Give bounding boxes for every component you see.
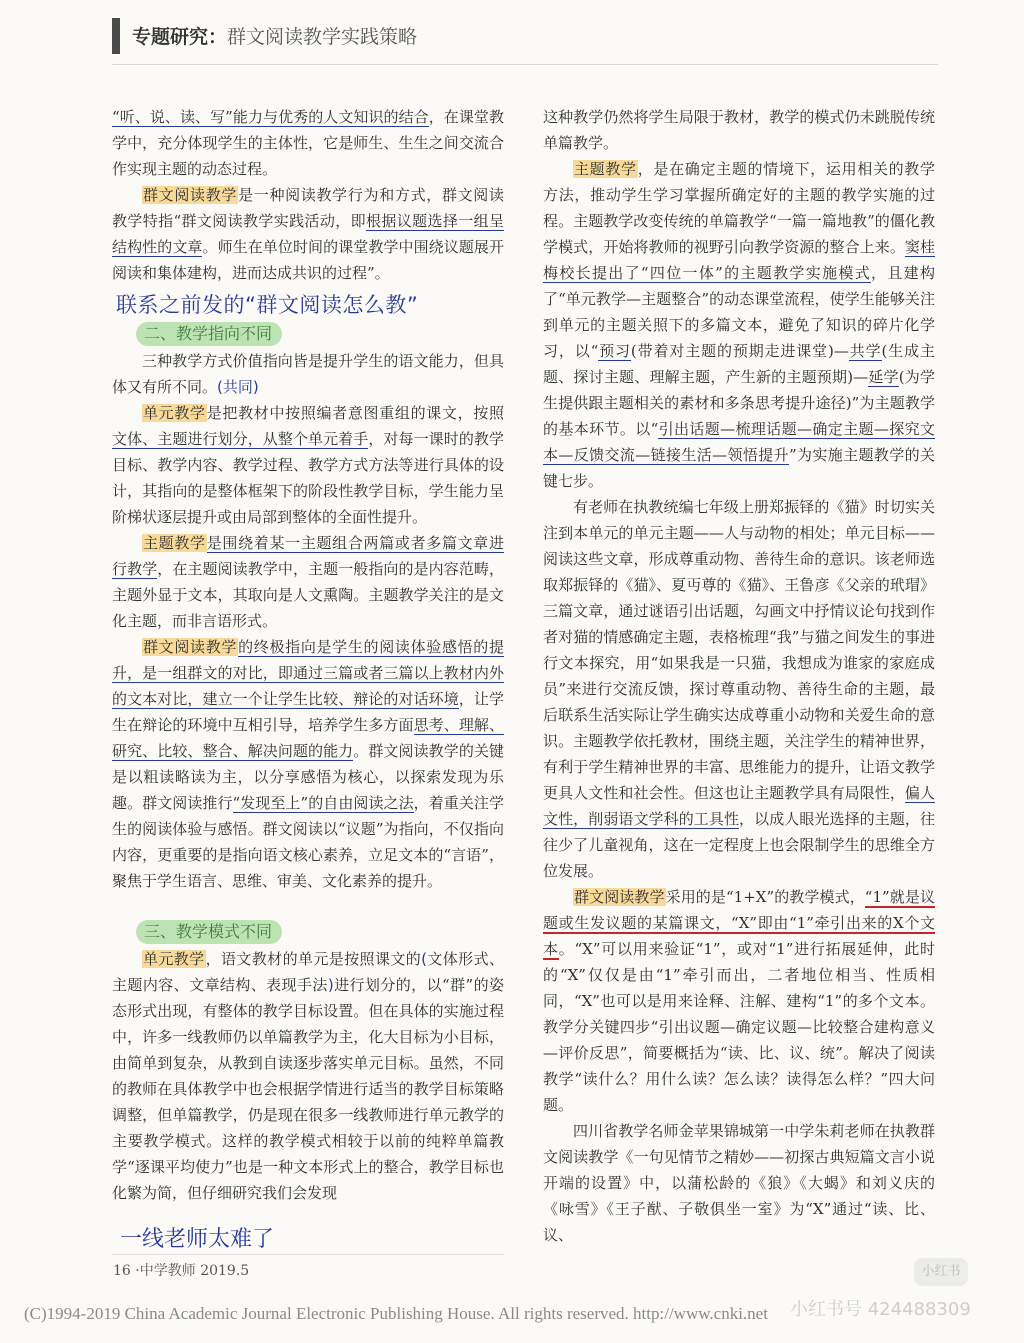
underlined-text: 共学 [848, 342, 882, 360]
page-header [132, 22, 417, 49]
text: (生成主题、探讨主题、理解主题，产生新的主题预期)— [543, 342, 935, 386]
highlighted-term: 主题教学 [574, 160, 637, 178]
handwritten-mark: ( [421, 950, 427, 968]
text: ”为实施主题教学的关键七步。 [543, 446, 935, 490]
text: 进行划分的，以“群”的姿态形式出现，有整体的教学目标设置。但在具体的实施过程中，许多一线教师仍以单篇教学为主，化大目标为小目标，由简单到复杂，从教到自读逐步落实单元目标。虽然，不同的教师在具体教学中也会根据学情进行适当的教学目标策略调整，但单篇教学，仍是现在很多一线教师进行单元教学的主要教学模式。这样的教学模式相较于以前的纯粹单篇教学“逐课平均使力”也是一种文本形式上的整合，教学目标也化繁为简，但仔细研究我们会发现 [112, 976, 504, 1202]
watermark-logo: 小红书 [914, 1258, 968, 1286]
paragraph: 四川省教学名师金苹果锦城第一中学朱莉老师在执教群文阅读教学《一句见情节之精妙——初探古典短篇文言小说开端的设置》中，以蒲松龄的《狼》《大蝎》和刘义庆的《咏雪》《王子猷、子敬俱坐一室》为“X”通过“读、比、议、 [543, 1122, 935, 1244]
header-colon: ： [208, 26, 228, 48]
underlined-text: 延学 [868, 368, 899, 386]
paragraph [112, 182, 504, 286]
text: 有老师在执教统编七年级上册郑振铎的《猫》时切实关注到本单元的单元主题——人与动物的相处；单元目标——阅读这些文章，形成尊重动物、善待生命的意识。该老师选取郑振铎的《猫》、夏丏尊的《猫》、王鲁彦《父亲的玳瑁》三篇文章，通过谜语引出话题，勾画文中抒情议论句找到作者对猫的情感确定主题，表格梳理“我”与猫之间发生的事进行文本探究，用“如果我是一只猫，我想成为谁家的家庭成员”来进行交流反馈，探讨尊重动物、善待生命的主题，最后联系生活实际让学生确实达成尊重小动物和关爱生命的意识。主题教学依托教材，围绕主题，关注学生的精神世界，有利于学生精神世界的丰富、思维能力的提升，让语文教学更具人文性和社会性。但这也让主题教学具有局限性， [543, 498, 935, 802]
right-column [543, 104, 935, 1248]
text: 三种教学方式价值指向皆是提升学生的语文能力，但具体又有所不同。 [112, 352, 504, 396]
underlined-text: 是围绕着某一主题组合两篇或者多篇文章进行教学 [112, 534, 504, 578]
paragraph [543, 156, 935, 494]
text: 是把教材中按照编者意图重组的课文，按照 [206, 404, 504, 422]
handwritten-mark: (共同) [217, 378, 259, 396]
underlined-text: 根据议题选择一组呈结构性的文章 [112, 212, 504, 256]
text: ，在主题阅读教学中，主题一般指向的是内容范畴，主题外显于文本，其取向是人文熏陶。主题教学关注的是文化主题，而非言语形式。 [112, 560, 504, 630]
highlighted-term: 单元教学 [143, 404, 206, 422]
header-topic: 专题研究 [132, 26, 209, 48]
highlighted-term: 群文阅读教学 [143, 186, 238, 204]
paragraph [112, 946, 504, 1206]
underlined-text: 引出话题—梳理话题—确定主题—探究文本—反馈交流—链接生活—领悟提升 [543, 420, 935, 464]
paragraph [112, 104, 504, 182]
underlined-text: 的终极指向是学生的阅读体验感悟的提升，是一组群文的对比，即通过三篇或者三篇以上教材内外的文本对比， [112, 638, 504, 708]
page-number: 16 [113, 1263, 131, 1279]
footer-rule [112, 1254, 504, 1255]
highlighted-term: 群文阅读教学 [574, 888, 665, 906]
paragraph [112, 348, 504, 400]
text: ，让学生在辩论的环境中互相引导，培养学生多方面 [112, 690, 504, 734]
paragraph [543, 884, 935, 1118]
underlined-text: “发现至上”的自由阅读之法 [232, 794, 414, 812]
red-underlined-text: “1”就是议题或生发议题的某篇课文，“X”即由“1”牵引出来的X个文本 [543, 888, 935, 958]
underlined-text: 文体、主题进行划分，从整个单元着手 [112, 430, 369, 448]
underlined-text: “听、说、读、写”能力与优秀的人文知识的结合 [112, 108, 429, 126]
section-heading: 三、教学模式不同 [136, 920, 282, 944]
watermark-text: 小红书号 424488309 [790, 1299, 971, 1320]
text: (为学生提供跟主题相关的素材和多条思考提升途径)”为主题教学的基本环节。以“ [543, 368, 935, 438]
paragraph [543, 494, 935, 884]
text: 文体形式、主题内容、文章结构、表现手法 [112, 950, 504, 994]
text: (带着对主题的预期走进课堂)— [630, 342, 849, 360]
journal-name: ·中学教师 [135, 1263, 196, 1279]
highlighted-term: 群文阅读教学 [143, 638, 238, 656]
section-heading: 二、教学指向不同 [136, 322, 282, 346]
text: ，以成人眼光选择的主题，往往少了儿童视角，这在一定程度上也会限制学生的思维全方位发展。 [543, 810, 935, 880]
text: 。师生在单位时间的课堂教学中围绕议题展开阅读和集体建构，进而达成共识的过程”。 [112, 238, 504, 282]
text: 采用的是“1+X”的教学模式， [665, 888, 865, 906]
underlined-text: 思考、理解、研究、比较、整合、解决问题的能力 [112, 716, 504, 760]
header-subtitle: 群文阅读教学实践策略 [227, 26, 418, 48]
text: 。“X”可以用来验证“1”，或对“1”进行拓展延伸，此时的“X”仅仅是由“1”牵引而出，二者地位相当、性质相同，“X”也可以是用来诠释、注解、建构“1”的多个文本。教学分关键四步“引出议题—确定议题—比较整合建构意义—评价反思”，简要概括为“读、比、议、统”。解决了阅读教学“读什么？用什么读？怎么读？读得怎么样？”四大问题。 [543, 940, 935, 1114]
highlighted-term: 主题教学 [143, 534, 206, 552]
handwritten-note-bottom: 一线老师太难了 [120, 1227, 275, 1252]
text: ，且建构了“单元教学—主题整合”的动态课堂流程，使学生能够关注到单元的主题关照下的多篇文本，避免了知识的碎片化学习，以“ [543, 264, 935, 360]
underlined-text: 建立一个让学生比较、辩论的对话环境 [202, 690, 459, 708]
text: 是一种阅读教学行为和方式，群文阅读教学特指“群文阅读教学实践活动，即 [112, 186, 504, 230]
paragraph: 这种教学仍然将学生局限于教材，教学的模式仍未跳脱传统单篇教学。 [543, 108, 935, 152]
text: ，对每一课时的教学目标、教学内容、教学过程、教学方式方法等进行具体的设计，其指向的是整体框架下的阶段性教学目标，学生能力呈阶梯状逐层提升或由局部到整体的全面性提升。 [112, 430, 504, 526]
page-footer [113, 1260, 249, 1280]
issue-date: 2019.5 [200, 1263, 250, 1279]
text: ，语文教材的单元是按照课文的 [205, 950, 422, 968]
copyright-line: (C)1994-2019 China Academic Journal Electronic Publishing House. All rights reserved. http://www.cnki.net [24, 1304, 768, 1323]
paragraph [112, 530, 504, 634]
underlined-text: 窦桂梅校长提出了“四位一体”的主题教学实施模式 [543, 238, 935, 282]
header-bar [112, 18, 120, 54]
highlighted-term: 单元教学 [143, 950, 205, 968]
header-rule [112, 64, 938, 65]
underlined-text: 预习 [598, 342, 631, 360]
text: ，着重关注学生的阅读体验与感悟。群文阅读以“议题”为指向，不仅指向内容，更重要的是指向语文核心素养，立足文本的“言语”，聚焦于学生语言、思维、审美、文化素养的提升。 [112, 794, 504, 890]
paragraph [112, 634, 504, 894]
text: 。群文阅读教学的关键是以粗读略读为主，以分享感悟为核心，以探索发现为乐趣。群文阅读推行 [112, 742, 504, 812]
text: ，是在确定主题的情境下，运用相关的教学方法，推动学生学习掌握所确定好的主题的教学实施的过程。主题教学改变传统的单篇教学“一篇一篇地教”的僵化教学模式，开始将教师的视野引向教学资源的整合上来。 [543, 160, 935, 256]
left-column [112, 104, 504, 1206]
paragraph [112, 400, 504, 530]
handwritten-note-title: 联系之前发的“群文阅读怎么教” [116, 293, 419, 317]
handwritten-mark: ) [327, 976, 334, 994]
underlined-text: 偏人文性，削弱语文学科的工具性 [543, 784, 935, 828]
spacer [112, 894, 504, 918]
text: ，在课堂教学中，充分体现学生的主体性，它是师生、生生之间交流合作实现主题的动态过程。 [112, 108, 504, 178]
